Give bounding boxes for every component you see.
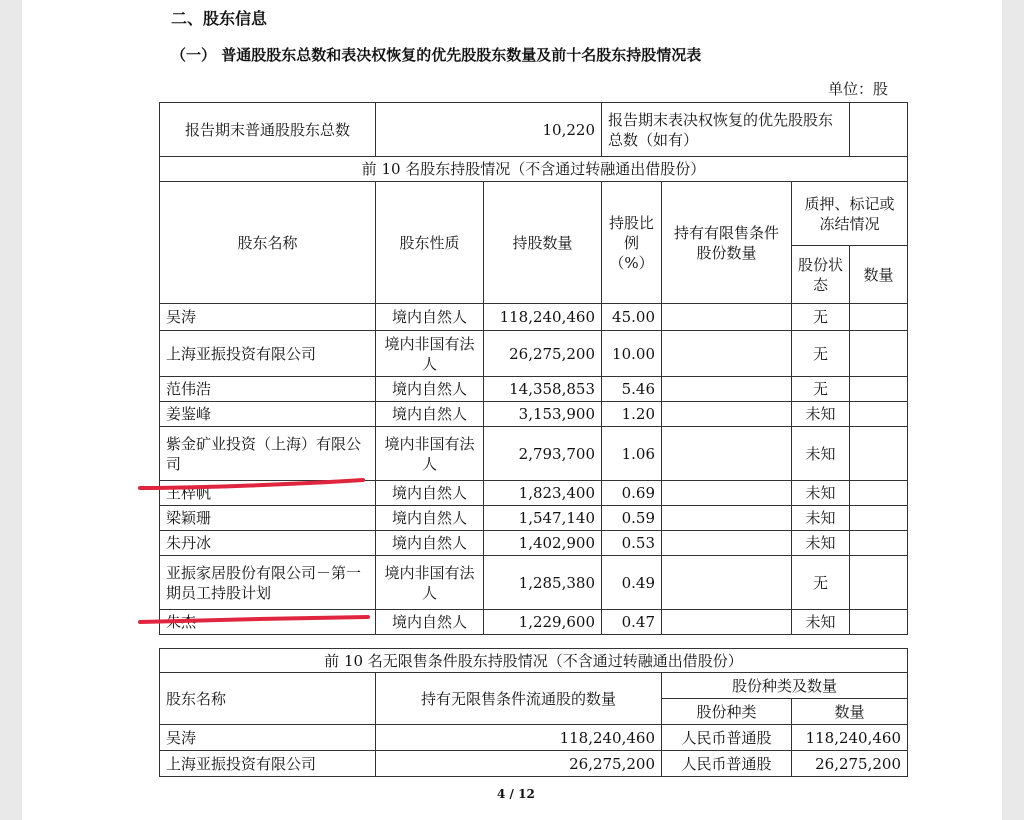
shareholder-name: 亚振家居股份有限公司－第一期员工持股计划 (160, 556, 376, 610)
u-col-count-header: 持有无限售条件流通股的数量 (376, 673, 662, 725)
pledge-count (850, 331, 908, 377)
unrestricted-caption: 前 10 名无限售条件股东持股情况（不含通过转融通出借股份） (160, 649, 908, 673)
table-row (160, 481, 908, 506)
restricted-shares (662, 427, 792, 481)
shares-held: 3,153,900 (484, 402, 602, 427)
holding-ratio: 0.49 (602, 556, 662, 610)
pledge-status: 未知 (792, 427, 850, 481)
top10-caption: 前 10 名股东持股情况（不含通过转融通出借股份） (160, 157, 908, 182)
pledge-status: 无 (792, 377, 850, 402)
pref-holders-label: 报告期末表决权恢复的优先股股东总数（如有） (602, 103, 850, 157)
total-holders-label: 报告期末普通股股东总数 (160, 103, 376, 157)
page-number: 4 / 12 (497, 787, 535, 801)
shares-held: 1,229,600 (484, 610, 602, 635)
u-col-type-header: 股份种类 (662, 699, 792, 725)
shares-held: 26,275,200 (484, 331, 602, 377)
pref-holders-value (850, 103, 908, 157)
shareholder-name: 吴涛 (160, 304, 376, 331)
shareholder-nature: 境内自然人 (376, 402, 484, 427)
shareholder-nature: 境内自然人 (376, 531, 484, 556)
u-share-qty: 26,275,200 (792, 751, 908, 777)
shares-held: 14,358,853 (484, 377, 602, 402)
table-row (160, 402, 908, 427)
holding-ratio: 0.69 (602, 481, 662, 506)
top10-unrestricted-table (159, 648, 908, 777)
shareholder-name: 王梓帆 (160, 481, 376, 506)
total-holders-value: 10,220 (376, 103, 602, 157)
shareholder-nature: 境内非国有法人 (376, 331, 484, 377)
restricted-shares (662, 610, 792, 635)
restricted-shares (662, 304, 792, 331)
holding-ratio: 5.46 (602, 377, 662, 402)
shares-held: 1,285,380 (484, 556, 602, 610)
table-row (160, 725, 908, 751)
shareholder-nature: 境内自然人 (376, 304, 484, 331)
table-row (160, 506, 908, 531)
u-col-qty-header: 数量 (792, 699, 908, 725)
pledge-status: 未知 (792, 481, 850, 506)
u-shareholder-name: 上海亚振投资有限公司 (160, 751, 376, 777)
shareholder-name: 朱丹冰 (160, 531, 376, 556)
shares-held: 1,547,140 (484, 506, 602, 531)
pledge-status: 未知 (792, 610, 850, 635)
shareholder-nature: 境内自然人 (376, 506, 484, 531)
pledge-count (850, 531, 908, 556)
u-share-qty: 118,240,460 (792, 725, 908, 751)
pledge-count (850, 377, 908, 402)
table-row (160, 427, 908, 481)
pledge-status: 未知 (792, 531, 850, 556)
shares-held: 2,793,700 (484, 427, 602, 481)
restricted-shares (662, 331, 792, 377)
holding-ratio: 45.00 (602, 304, 662, 331)
u-unrestricted-count: 118,240,460 (376, 725, 662, 751)
table-row (160, 331, 908, 377)
shareholder-name: 梁颖珊 (160, 506, 376, 531)
holding-ratio: 0.59 (602, 506, 662, 531)
restricted-shares (662, 556, 792, 610)
top10-shareholders-table (159, 102, 908, 635)
section-title: 二、股东信息 (171, 9, 268, 28)
u-col-name-header: 股东名称 (160, 673, 376, 725)
pledge-count (850, 610, 908, 635)
holding-ratio: 1.20 (602, 402, 662, 427)
col-pledge-count-header: 数量 (850, 246, 908, 304)
holding-ratio: 0.53 (602, 531, 662, 556)
table-row (160, 751, 908, 777)
shareholder-name: 范伟浩 (160, 377, 376, 402)
shareholder-name: 上海亚振投资有限公司 (160, 331, 376, 377)
col-pledge-status-header: 股份状态 (792, 246, 850, 304)
col-nature-header: 股东性质 (376, 182, 484, 304)
pledge-status: 无 (792, 331, 850, 377)
pledge-status: 未知 (792, 402, 850, 427)
subsection-title: （一） 普通股股东总数和表决权恢复的优先股股东数量及前十名股东持股情况表 (171, 46, 702, 64)
restricted-shares (662, 402, 792, 427)
restricted-shares (662, 377, 792, 402)
summary-row (160, 103, 908, 157)
shareholder-nature: 境内自然人 (376, 610, 484, 635)
pledge-count (850, 304, 908, 331)
u-col-group-header: 股份种类及数量 (662, 673, 908, 699)
unrestricted-header-row (160, 673, 908, 699)
pledge-count (850, 481, 908, 506)
unit-label: 单位：股 (828, 80, 889, 98)
shareholder-name: 姜鉴峰 (160, 402, 376, 427)
holding-ratio: 1.06 (602, 427, 662, 481)
pledge-count (850, 427, 908, 481)
u-share-type: 人民币普通股 (662, 751, 792, 777)
shareholder-nature: 境内非国有法人 (376, 427, 484, 481)
u-shareholder-name: 吴涛 (160, 725, 376, 751)
holding-ratio: 0.47 (602, 610, 662, 635)
col-name-header: 股东名称 (160, 182, 376, 304)
pledge-status: 无 (792, 304, 850, 331)
u-unrestricted-count: 26,275,200 (376, 751, 662, 777)
col-restricted-header: 持有有限售条件股份数量 (662, 182, 792, 304)
table-row (160, 304, 908, 331)
pledge-status: 未知 (792, 506, 850, 531)
top10-header-row (160, 182, 908, 246)
shareholder-nature: 境内非国有法人 (376, 556, 484, 610)
pledge-count (850, 402, 908, 427)
shareholder-nature: 境内自然人 (376, 481, 484, 506)
table-row (160, 377, 908, 402)
shares-held: 118,240,460 (484, 304, 602, 331)
shareholder-nature: 境内自然人 (376, 377, 484, 402)
table-row (160, 610, 908, 635)
restricted-shares (662, 531, 792, 556)
restricted-shares (662, 506, 792, 531)
holding-ratio: 10.00 (602, 331, 662, 377)
col-shares-header: 持股数量 (484, 182, 602, 304)
col-pledge-group-header: 质押、标记或冻结情况 (792, 182, 908, 246)
shareholder-name: 紫金矿业投资（上海）有限公司 (160, 427, 376, 481)
pledge-status: 无 (792, 556, 850, 610)
table-row (160, 556, 908, 610)
shares-held: 1,823,400 (484, 481, 602, 506)
shareholder-name: 朱杰 (160, 610, 376, 635)
pledge-count (850, 556, 908, 610)
col-ratio-header: 持股比例（%） (602, 182, 662, 304)
shares-held: 1,402,900 (484, 531, 602, 556)
table-row (160, 531, 908, 556)
u-share-type: 人民币普通股 (662, 725, 792, 751)
restricted-shares (662, 481, 792, 506)
pledge-count (850, 506, 908, 531)
